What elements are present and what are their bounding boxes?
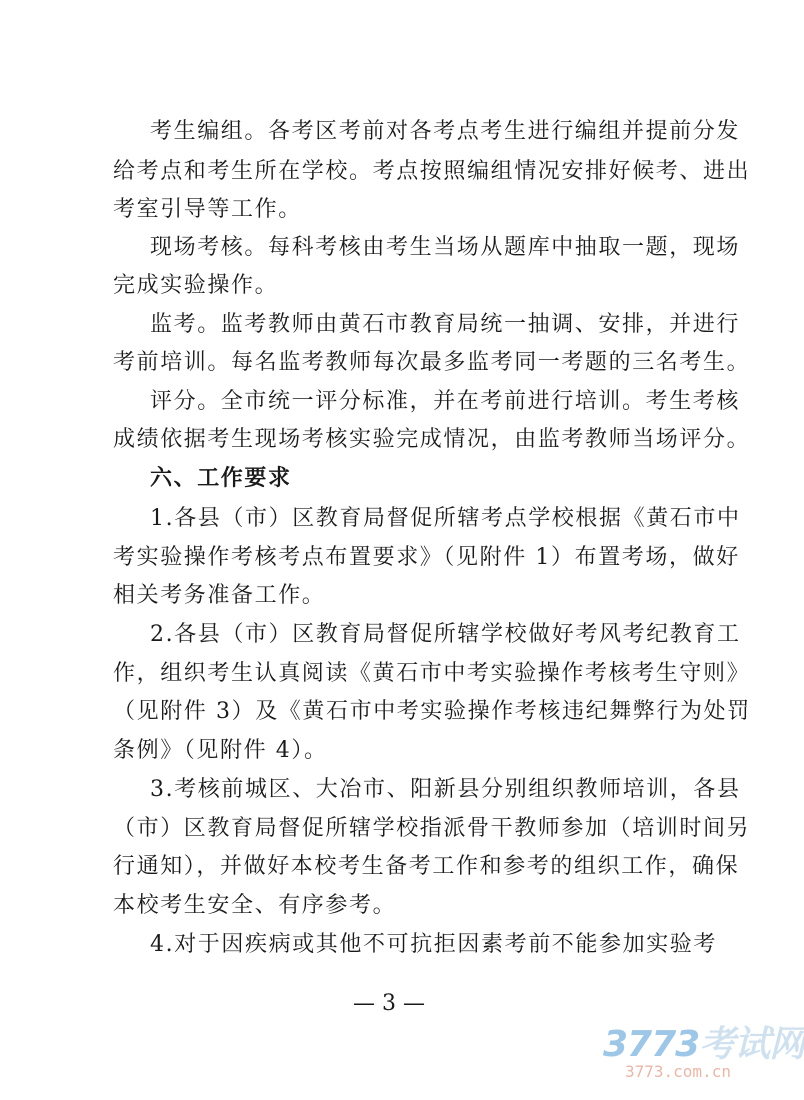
paragraph-line: （见附件 3）及《黄石市中考实验操作考核违纪舞弊行为处罚 bbox=[113, 699, 751, 724]
section-heading: 六、工作要求 bbox=[150, 466, 292, 491]
paragraph-line: 评分。全市统一评分标准，并在考前进行培训。考生考核 bbox=[150, 389, 741, 414]
paragraph-line: 考室引导等工作。 bbox=[113, 197, 302, 222]
paragraph-line: 行通知），并做好本校考生备考工作和参考的组织工作，确保 bbox=[113, 854, 740, 879]
watermark-brand-number: 3773 bbox=[603, 1024, 700, 1065]
paragraph-line: 4.对于因疾病或其他不可抗拒因素考前不能参加实验考 bbox=[150, 932, 717, 957]
paragraph-line: 考生编组。各考区考前对各考点考生进行编组并提前分发 bbox=[150, 119, 741, 144]
paragraph-line: 条例》（见附件 4）。 bbox=[113, 738, 328, 763]
watermark-logo bbox=[603, 1016, 804, 1086]
paragraph-line: 相关考务准备工作。 bbox=[113, 583, 326, 608]
paragraph-line: （市）区教育局督促所辖学校指派骨干教师参加（培训时间另 bbox=[113, 816, 751, 841]
paragraph-line: 考实验操作考核考点布置要求》（见附件 1）布置考场，做好 bbox=[113, 545, 740, 570]
watermark-url: 3773.com.cn bbox=[625, 1062, 731, 1081]
paragraph-line: 成绩依据考生现场考核实验完成情况，由监考教师当场评分。 bbox=[113, 427, 751, 452]
paragraph-line: 现场考核。每科考核由考生当场从题库中抽取一题，现场 bbox=[150, 235, 741, 260]
paragraph-line: 本校考生安全、有序参考。 bbox=[113, 893, 397, 918]
paragraph-line: 3.考核前城区、大冶市、阳新县分别组织教师培训，各县 bbox=[150, 777, 741, 802]
paragraph-line: 监考。监考教师由黄石市教育局统一抽调、安排，并进行 bbox=[150, 312, 741, 337]
paragraph-line: 给考点和考生所在学校。考点按照编组情况安排好候考、进出 bbox=[113, 159, 751, 184]
paragraph-line: 1.各县（市）区教育局督促所辖考点学校根据《黄石市中 bbox=[150, 506, 741, 531]
page-number: — 3 — bbox=[353, 991, 425, 1016]
paragraph-line: 考前培训。每名监考教师每次最多监考同一考题的三名考生。 bbox=[113, 350, 751, 375]
watermark-brand bbox=[603, 1016, 804, 1067]
watermark-brand-text: 考试网 bbox=[699, 1024, 804, 1065]
paragraph-line: 完成实验操作。 bbox=[113, 273, 279, 298]
paragraph-line: 作，组织考生认真阅读《黄石市中考实验操作考核考生守则》 bbox=[113, 661, 751, 686]
paragraph-line: 2.各县（市）区教育局督促所辖学校做好考风考纪教育工 bbox=[150, 622, 741, 647]
